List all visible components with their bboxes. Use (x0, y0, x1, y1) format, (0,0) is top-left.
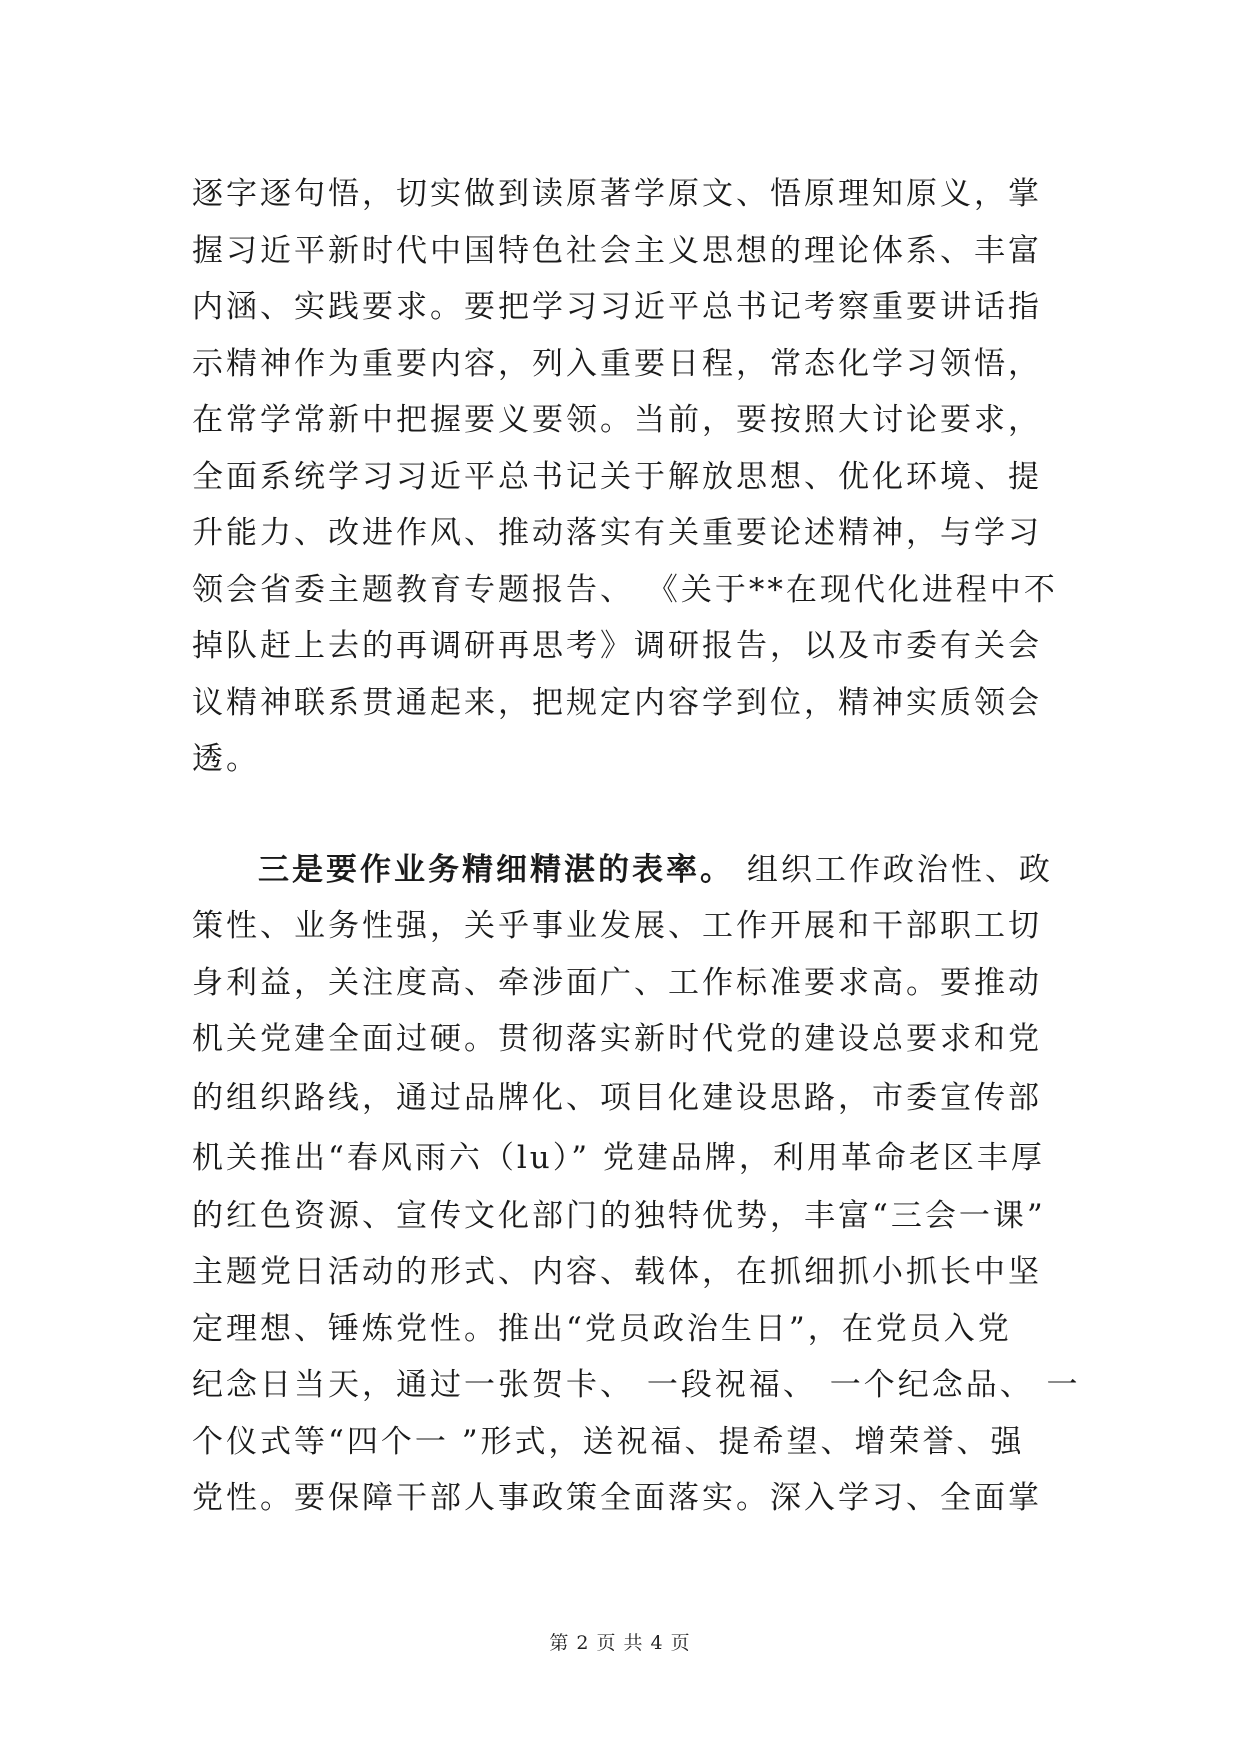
text-line: 机关推出“春风雨六（lu）” 党建品牌，利用革命老区丰厚 (192, 1139, 1045, 1176)
document-body (192, 166, 1081, 1527)
text-line: 议精神联系贯通起来，把规定内容学到位，精神实质领会 (192, 684, 1042, 721)
text-line: 领会省委主题教育专题报告、 《关于**在现代化进程中不 (192, 571, 1058, 608)
text-line: 主题党日活动的形式、内容、载体，在抓细抓小抓长中坚 (192, 1254, 1042, 1290)
text-line: 机关党建全面过硬。贯彻落实新时代党的建设总要求和党 (192, 1021, 1042, 1057)
text-line: 纪念日当天，通过一张贺卡、 一段祝福、 一个纪念品、 一 (192, 1367, 1081, 1403)
text-line: 个仪式等“四个一 ”形式，送祝福、提希望、增荣誉、强 (192, 1423, 1025, 1460)
paragraph-lead-heading: 三是要作业务精细精湛的表率。 (258, 851, 734, 888)
text-line: 全面系统学习习近平总书记关于解放思想、优化环境、提 (192, 458, 1042, 495)
text-line: 党性。要保障干部人事政策全面落实。深入学习、全面掌 (192, 1480, 1042, 1516)
text-line: 透。 (192, 741, 260, 777)
text-line: 的组织路线，通过品牌化、项目化建设思路，市委宣传部 (192, 1079, 1042, 1116)
text-line: 示精神作为重要内容，列入重要日程，常态化学习领悟， (192, 345, 1042, 382)
text-line: 在常学常新中把握要义要领。当前，要按照大讨论要求， (192, 402, 1042, 438)
text-line: 升能力、改进作风、推动落实有关重要论述精神，与学习 (192, 515, 1042, 551)
text-line (192, 842, 1052, 899)
paragraph-2 (192, 842, 1081, 1527)
paragraph-gap (192, 788, 1052, 842)
text-line: 定理想、锤炼党性。推出“党员政治生日”，在党员入党 (192, 1310, 1012, 1347)
text-line: 内涵、实践要求。要把学习习近平总书记考察重要讲话指 (192, 289, 1042, 325)
page-number-footer: 第 2 页 共 4 页 (549, 1632, 691, 1654)
text-line: 掉队赶上去的再调研再思考》调研报告，以及市委有关会 (192, 628, 1042, 664)
paragraph-1 (192, 166, 1058, 788)
text-line: 身利益，关注度高、牵涉面广、工作标准要求高。要推动 (192, 964, 1042, 1001)
text-line: 握习近平新时代中国特色社会主义思想的理论体系、丰富 (192, 232, 1042, 269)
text-line: 逐字逐句悟，切实做到读原著学原文、悟原理知原义，掌 (192, 176, 1042, 212)
first-line-text: 组织工作政治性、政 (734, 851, 1053, 888)
text-line: 的红色资源、宣传文化部门的独特优势，丰富“三会一课” (192, 1197, 1046, 1234)
text-line: 策性、业务性强，关乎事业发展、工作开展和干部职工切 (192, 908, 1042, 944)
